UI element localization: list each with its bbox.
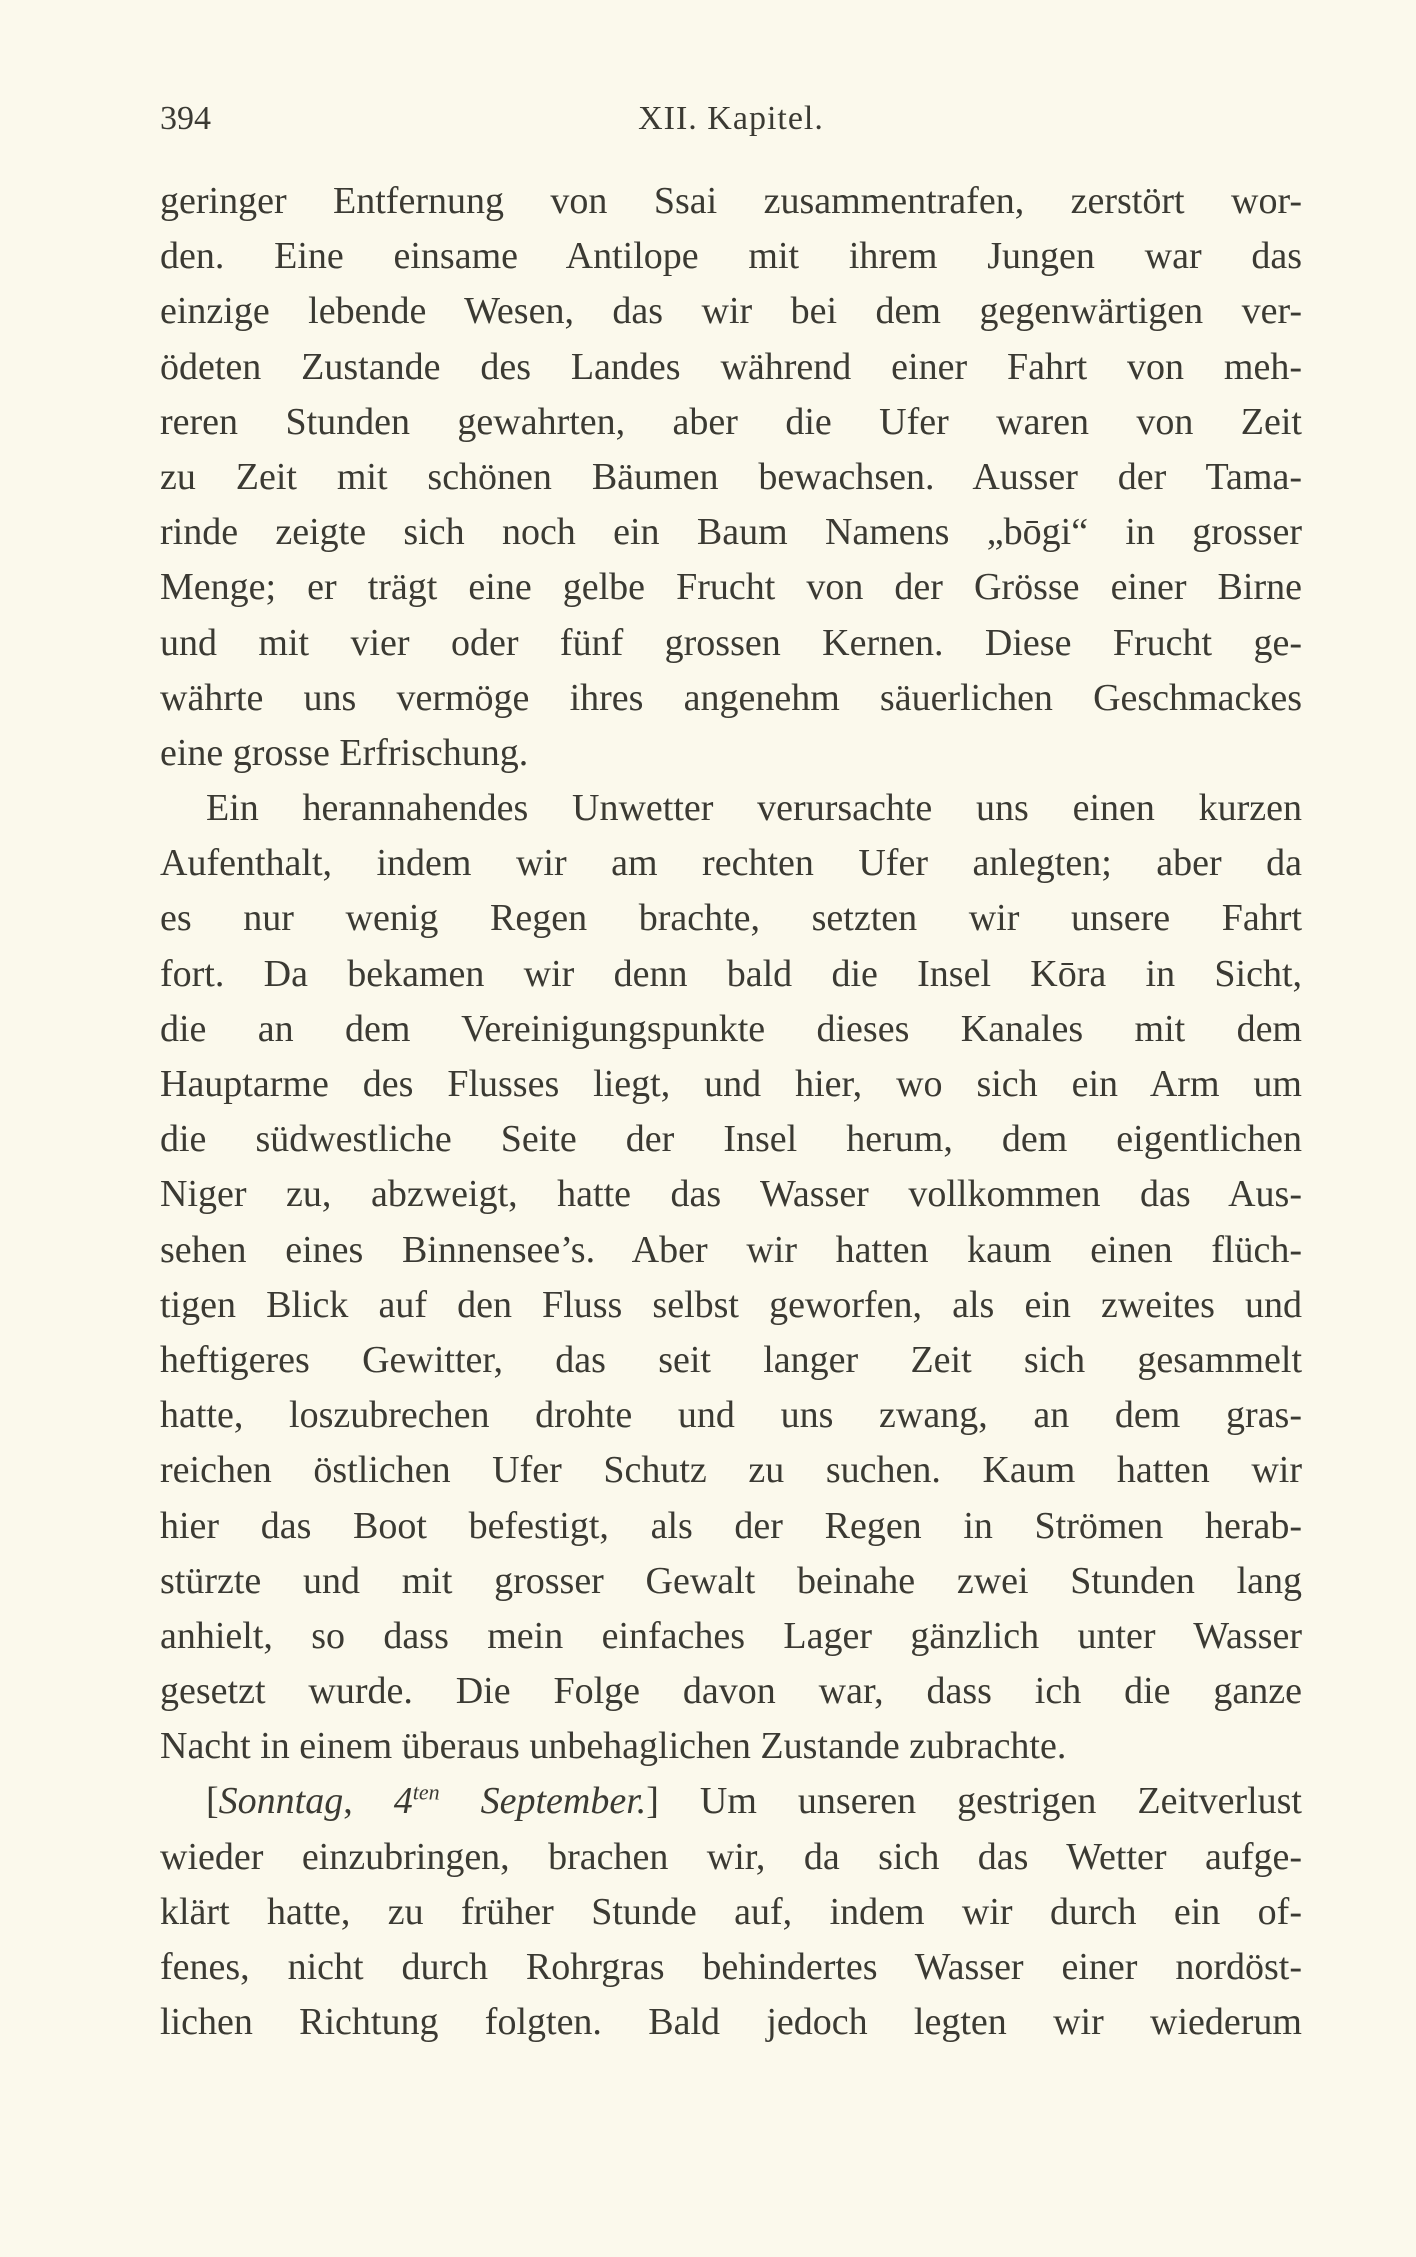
date-line <box>160 1774 1302 1829</box>
text-line: die südwestliche Seite der Insel herum, dem eigentlichen <box>160 1118 1302 1161</box>
date-line-open-bracket: [ <box>206 1780 219 1823</box>
text-line: Aufenthalt, indem wir am rechten Ufer anlegten; aber da <box>160 842 1302 885</box>
date-line-month: September. <box>439 1780 647 1823</box>
date-line-day: Sonntag <box>218 1780 344 1823</box>
running-title: XII. Kapitel. <box>638 100 824 137</box>
date-line-rest: Um unseren gestrigen Zeitverlust <box>658 1780 1302 1823</box>
text-line: Niger zu, abzweigt, hatte das Wasser vollkommen das Aus- <box>160 1173 1302 1216</box>
text-line: gesetzt wurde. Die Folge davon war, dass ich die ganze <box>160 1670 1302 1713</box>
text-line: Hauptarme des Flusses liegt, und hier, wo sich ein Arm um <box>160 1063 1302 1105</box>
text-line: fenes, nicht durch Rohrgras behindertes Wasser einer nordöst- <box>160 1946 1302 1988</box>
text-line: ödeten Zustande des Landes während einer Fahrt von meh- <box>160 345 1302 388</box>
page-header <box>160 100 1302 144</box>
date-line-ordinal-suffix: ten <box>412 1779 440 1805</box>
text-line: lichen Richtung folgten. Bald jedoch legten wir wiederum <box>160 2001 1302 2044</box>
date-line-day-number: 4 <box>393 1780 413 1823</box>
text-line: hatte, loszubrechen drohte und uns zwang, an dem gras- <box>160 1394 1302 1437</box>
text-line: geringer Entfernung von Ssai zusammentrafen, zerstört wor- <box>160 180 1302 222</box>
text-line: den. Eine einsame Antilope mit ihrem Jungen war das <box>160 235 1302 278</box>
text-line: stürzte und mit grosser Gewalt beinahe zwei Stunden lang <box>160 1559 1302 1602</box>
text-line: rinde zeigte sich noch ein Baum Namens „bōgi“ in grosser <box>160 511 1302 554</box>
text-line: reichen östlichen Ufer Schutz zu suchen. Kaum hatten wir <box>160 1449 1302 1492</box>
text-line: zu Zeit mit schönen Bäumen bewachsen. Ausser der Tama- <box>160 455 1302 498</box>
text-line: eine grosse Erfrischung. <box>160 731 529 774</box>
date-line-close-bracket: ] <box>646 1780 659 1823</box>
text-line: Nacht in einem überaus unbehaglichen Zustande zubrachte. <box>160 1725 1067 1768</box>
text-line: Ein herannahendes Unwetter verursachte uns einen kurzen <box>206 787 1302 830</box>
text-line: einzige lebende Wesen, das wir bei dem gegenwärtigen ver- <box>160 290 1302 333</box>
text-line: hier das Boot befestigt, als der Regen in Strömen herab- <box>160 1504 1302 1547</box>
text-line: tigen Blick auf den Fluss selbst geworfen, als ein zweites und <box>160 1283 1302 1326</box>
text-line: währte uns vermöge ihres angenehm säuerlichen Geschmackes <box>160 676 1302 719</box>
text-line: anhielt, so dass mein einfaches Lager gänzlich unter Wasser <box>160 1614 1302 1657</box>
text-line: die an dem Vereinigungspunkte dieses Kanales mit dem <box>160 1007 1302 1050</box>
text-line: fort. Da bekamen wir denn bald die Insel Kōra in Sicht, <box>160 952 1302 995</box>
text-line: wieder einzubringen, brachen wir, da sich das Wetter aufge- <box>160 1835 1302 1878</box>
date-line-comma: , <box>343 1780 394 1823</box>
page-number: 394 <box>160 100 211 137</box>
body-text <box>160 174 1302 2050</box>
text-line: reren Stunden gewahrten, aber die Ufer waren von Zeit <box>160 400 1302 443</box>
text-line: und mit vier oder fünf grossen Kernen. Diese Frucht ge- <box>160 621 1302 664</box>
text-line: es nur wenig Regen brachte, setzten wir unsere Fahrt <box>160 897 1302 940</box>
text-line: heftigeres Gewitter, das seit langer Zeit sich gesammelt <box>160 1338 1302 1381</box>
text-line: Menge; er trägt eine gelbe Frucht von der Grösse einer Birne <box>160 566 1302 609</box>
text-line: sehen eines Binnensee’s. Aber wir hatten kaum einen flüch- <box>160 1228 1302 1271</box>
text-line: klärt hatte, zu früher Stunde auf, indem wir durch ein of- <box>160 1890 1302 1933</box>
